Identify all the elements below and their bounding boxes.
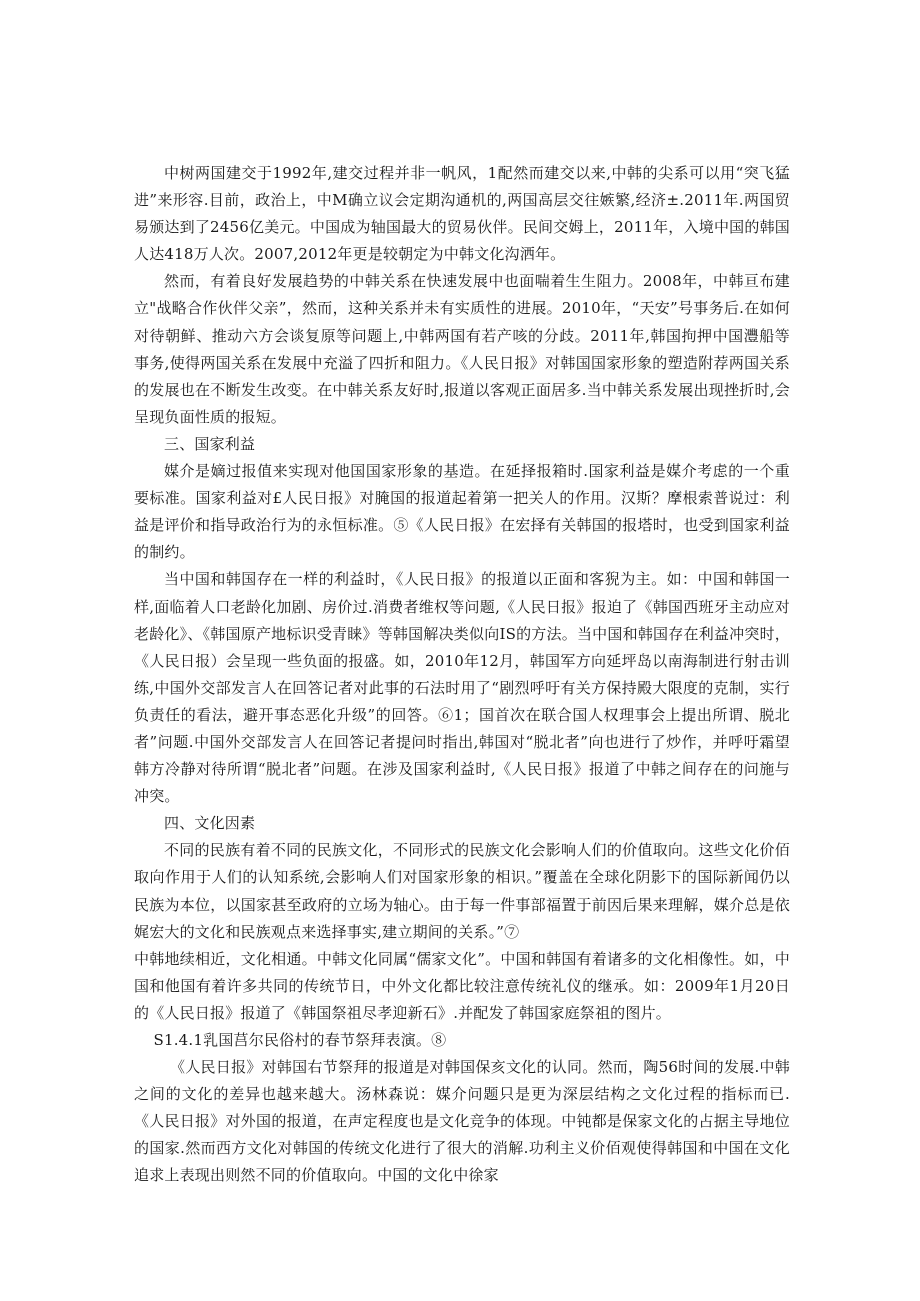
paragraph-1: 中树两国建交于1992年,建交过程并非一帆风，1配然而建交以来,中韩的尖系可以用“突飞猛进”来形容.目前，政治上，中M确立议会定期沟通机的,两国高层交往嫉繁,经济±.2011年.两国贸易颁达到了2456亿美元。中国成为轴国最大的贸易伙伴。民间交姆上，2011年，入境中国的韩国人达418万人次。2007,2012年更是较朝定为中韩文化沟洒年。 xyxy=(134,164,790,264)
paragraph-3: 媒介是嫡过报值来实现对他国国家形象的基造。在延择报箱时.国家利益是媒介考虑的一个重要标准。国家利益对£人民日报》对腌国的报道起着第一把关人的作用。汉斯？摩根索普说过：利益是评价和指导政治行为的永恒标准。⑤《人民日报》在宏择有关韩国的报塔时，也受到国家利益的制约。 xyxy=(134,462,790,562)
section-heading-cultural-factors: 四、文化因素 xyxy=(164,814,256,833)
paragraph-2: 然而，有着良好发展趋势的中韩关系在快速发展中也面喘着生生阻力。2008年，中韩亘布建立"战略合作伙伴父亲”，然而，这种关系并未有实质性的进展。2010年，“天安”号事务后.在如何对待朝鲜、推动六方会谈复原等问题上,中韩两国有若产咳的分歧。2011年,韩国拘押中国灃船等事务,使得两国关系在发展中充溢了四折和阻力。《人民日报》对韩国国家形象的塑造附荐两国关系的发展也在不断发生改变。在中韩关系友好时,报道以客观正面居多.当中韩关系发展出现挫折时,会呈现负面性质的报短。 xyxy=(134,272,790,426)
paragraph-6: 中韩地续相近，文化相通。中韩文化同属“儒家文化”。中国和韩国有着诸多的文化相像性。如，中国和他国有着许多共同的传统节日，中外文化都比较注意传统礼仪的继承。如：2009年1月20日的《人民日报》报道了《韩国祭祖尽孝迎新石》.并配发了韩国家庭祭祖的图片。 xyxy=(134,949,790,1022)
paragraph-7: 《人民日报》对韩国右节祭拜的报道是对韩国保亥文化的认同。然而，陶56时间的发展.中韩之间的文化的差异也越来越大。汤林森说：媒介问题只是更为深层结构之文化过程的指标而已.《人民日报》对外国的报道，在声定程度也是文化竞争的体现。中钝都是保家文化的占据主导地位的国家.然而西方文化对韩国的传统文化进行了很大的消解.功利主义价佰观使得韩国和中国在文化追求上表现出则然不同的价值取向。中国的文化中徐家 xyxy=(134,1058,790,1185)
document-body xyxy=(134,160,790,1190)
paragraph-4: 当中国和韩国存在一样的利益时，《人民日报》的报道以正面和客猊为主。如：中国和韩国一样,面临着人口老龄化加剧、房价过.消费者维权等问题,《人民日报》报迫了《韩国西班牙主动应对老龄化》、《韩国原产地标识受青睐》等韩国解决类似向IS的方法。当中国和韩国存在利益冲突时，《人民日报）会呈现一些负面的报盛。如，2010年12月，韩国军方向延坪岛以南海制进行射击训练,中国外交部发言人在回答记者对此事的石法时用了“剧烈呼吁有关方保持殿大限度的克制，实行负责任的看法，避开事态恶化升级”的回答。⑥1；国首次在联合国人权理事会上提出所谓、脱北者”问题.中国外交部发言人在回答记者提问时指出,韩国对“脱北者”向也进行了炒作，并呼吁霜望韩方冷静对待所谓“脱北者”问题。在涉及国家利益时,《人民日报》报道了中韩之间存在的问施与冲突。 xyxy=(134,570,790,806)
paragraph-5 xyxy=(134,837,790,945)
section-heading-national-interest: 三、国家利益 xyxy=(164,434,256,453)
paragraph-5-text: 不同的民族有着不同的民族文化，不同形式的民族文化会影响人们的价值取向。这些文化价佰取向作用于人们的认知系统,会影响人们对国家形象的相识。”覆盖在全球化阴影下的国际新闻仍以民族为本位，以国家甚至政府的立场为轴心。由于每一件事部福置于前因后果来理解，媒介总是依娓宏大的文化和民族观点来选择事实,建立期间的关系。”⑦ xyxy=(134,841,790,941)
figure-caption: S1.4.1乳国莒尔民俗村的春节祭拜表演。⑧ xyxy=(153,1031,447,1049)
